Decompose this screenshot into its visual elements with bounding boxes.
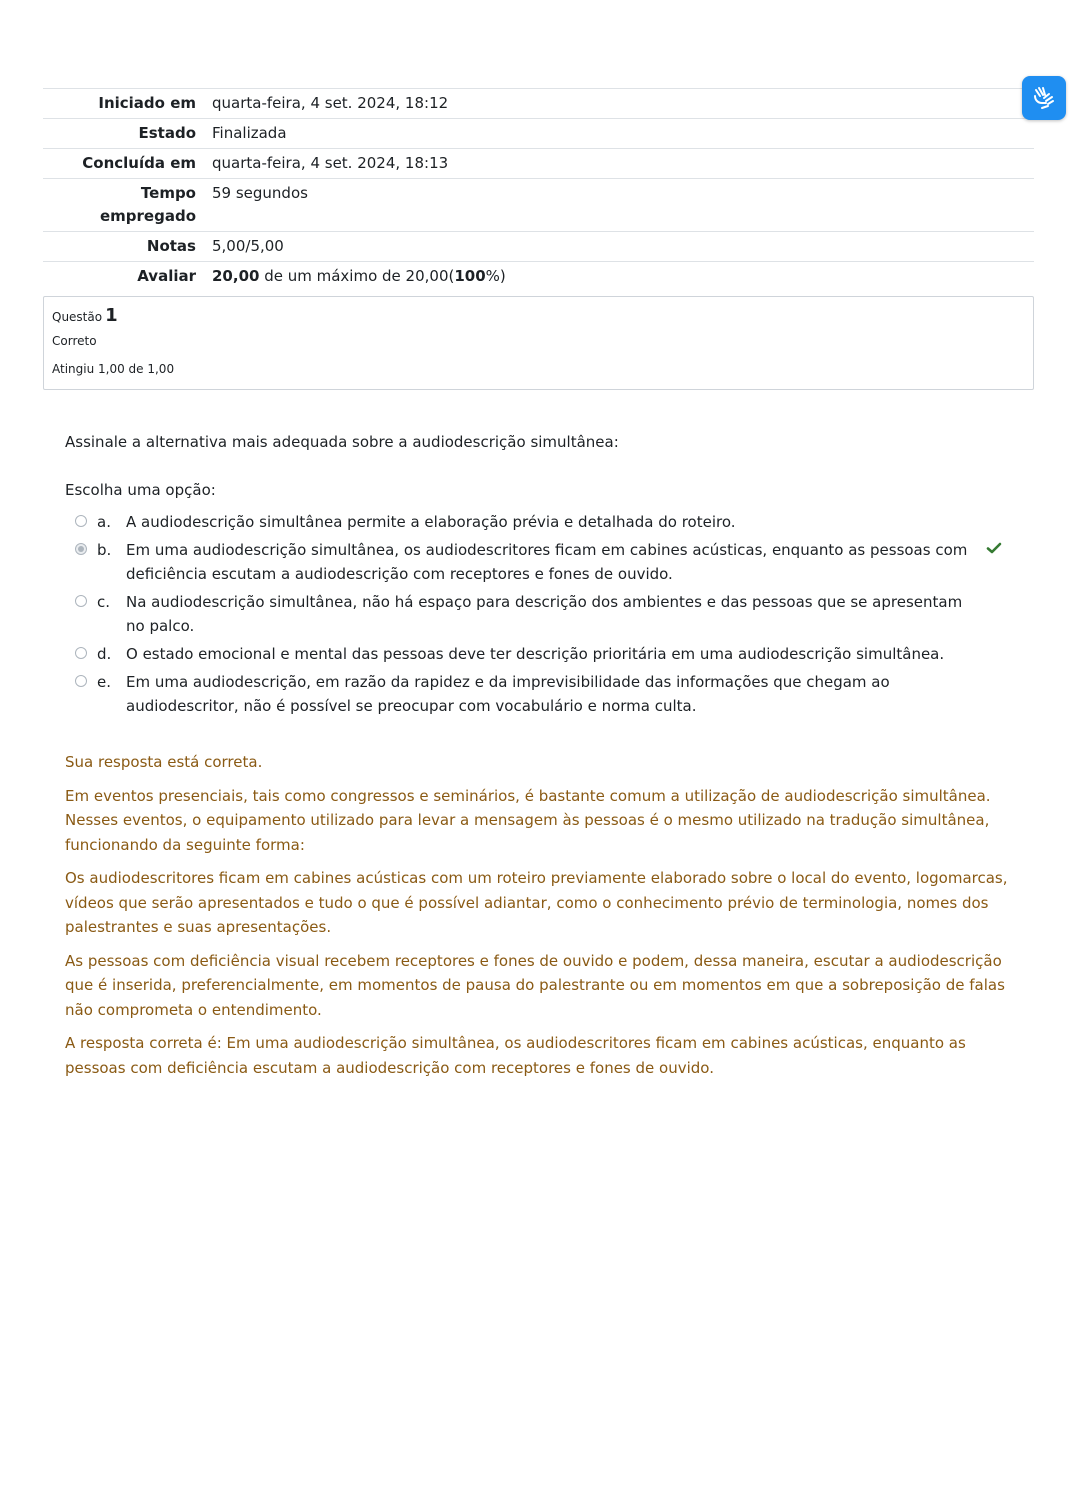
option-letter: a. [97, 513, 111, 531]
accessibility-button[interactable] [1022, 76, 1066, 120]
option-text: Em uma audiodescrição, em razão da rapidez e da imprevisibilidade das informações que chegam ao audiodescritor, não é possível se preocupar com vocabulário e norma culta. [126, 673, 890, 715]
option-text: Em uma audiodescrição simultânea, os audiodescritores ficam em cabines acústicas, enquanto as pessoas com deficiência escutam a audiodescrição com receptores e fones de ouvido. [126, 541, 968, 583]
option-letter: b. [97, 541, 112, 559]
summary-label: Tempo empregado [43, 179, 204, 232]
option-text: A audiodescrição simultânea permite a elaboração prévia e detalhada do roteiro. [126, 513, 736, 531]
summary-row [43, 149, 1034, 179]
summary-row [43, 119, 1034, 149]
option-letter: e. [97, 673, 111, 691]
grade-end: %) [485, 267, 506, 285]
summary-value: Finalizada [204, 119, 1034, 149]
feedback-paragraph: Em eventos presenciais, tais como congressos e seminários, é bastante comum a utilização de audiodescrição simultânea. Nesses eventos, o equipamento utilizado para levar a mensagem às pessoas é o mesmo utilizado na tradução simultânea, funcionando da seguinte forma: [65, 786, 991, 854]
radio-button[interactable] [75, 515, 87, 527]
option-text: O estado emocional e mental das pessoas deve ter descrição prioritária em uma audiodescrição simultânea. [126, 645, 945, 663]
summary-row-grade [43, 262, 1034, 292]
summary-label: Estado [43, 119, 204, 149]
correct-check-icon [986, 540, 1002, 556]
question-number-value: 1 [105, 305, 118, 326]
summary-label: Notas [43, 232, 204, 262]
summary-value: 5,00/5,00 [204, 232, 1034, 262]
question-state: Correto [52, 334, 97, 348]
radio-button-selected[interactable] [75, 543, 87, 555]
feedback-paragraph: Os audiodescritores ficam em cabines acústicas com um roteiro previamente elaborado sobre o local do evento, logomarcas, vídeos que serão apresentados e tudo o que é possível adiantar, como o conhecimento prévio de terminologia, nomes dos palestrantes e suas apresentações. [65, 869, 1008, 936]
summary-label: Concluída em [43, 149, 204, 179]
feedback-status: Sua resposta está correta. [65, 753, 263, 771]
radio-button[interactable] [75, 675, 87, 687]
answer-option-c[interactable] [72, 590, 1022, 638]
grade-score: 20,00 [212, 267, 260, 285]
feedback-paragraph: As pessoas com deficiência visual recebem receptores e fones de ouvido e podem, dessa maneira, escutar a audiodescrição que é inserida, preferencialmente, em momentos de pausa do palestrante ou em momentos em que a sobreposição de falas não comprometa o entendimento. [65, 951, 1005, 1019]
summary-row [43, 89, 1034, 119]
feedback-section [65, 750, 1017, 1089]
grade-middle: de um máximo de 20,00( [259, 267, 455, 285]
radio-button[interactable] [75, 595, 87, 607]
option-letter: d. [97, 645, 112, 663]
summary-value: quarta-feira, 4 set. 2024, 18:13 [204, 149, 1034, 179]
answer-option-e[interactable] [72, 670, 1022, 718]
question-info-box [43, 296, 1034, 390]
question-text: Assinale a alternativa mais adequada sobre a audiodescrição simultânea: [65, 433, 619, 451]
answer-option-a[interactable] [72, 510, 1022, 534]
summary-row [43, 179, 1034, 232]
summary-value: 59 segundos [204, 179, 1034, 232]
answer-options [72, 510, 1022, 722]
summary-value: quarta-feira, 4 set. 2024, 18:12 [204, 89, 1034, 119]
summary-label: Iniciado em [43, 89, 204, 119]
feedback-correct-answer: A resposta correta é: Em uma audiodescrição simultânea, os audiodescritores ficam em cabines acústicas, enquanto as pessoas com deficiência escutam a audiodescrição com receptores e fones de ouvido. [65, 1034, 966, 1077]
summary-grade-value [204, 262, 1034, 292]
radio-button[interactable] [75, 647, 87, 659]
grade-percent: 100 [454, 267, 486, 285]
answer-option-b[interactable] [72, 538, 1022, 586]
answer-prompt: Escolha uma opção: [65, 481, 216, 499]
option-text: Na audiodescrição simultânea, não há espaço para descrição dos ambientes e das pessoas que se apresentam no palco. [126, 593, 963, 635]
summary-label: Avaliar [43, 262, 204, 292]
answer-option-d[interactable] [72, 642, 1022, 666]
question-number [52, 305, 118, 326]
question-grade: Atingiu 1,00 de 1,00 [52, 362, 175, 376]
attempt-summary-table [43, 88, 1034, 292]
summary-row [43, 232, 1034, 262]
question-prefix: Questão [52, 310, 103, 324]
option-letter: c. [97, 593, 111, 611]
sign-language-icon [1030, 84, 1058, 112]
